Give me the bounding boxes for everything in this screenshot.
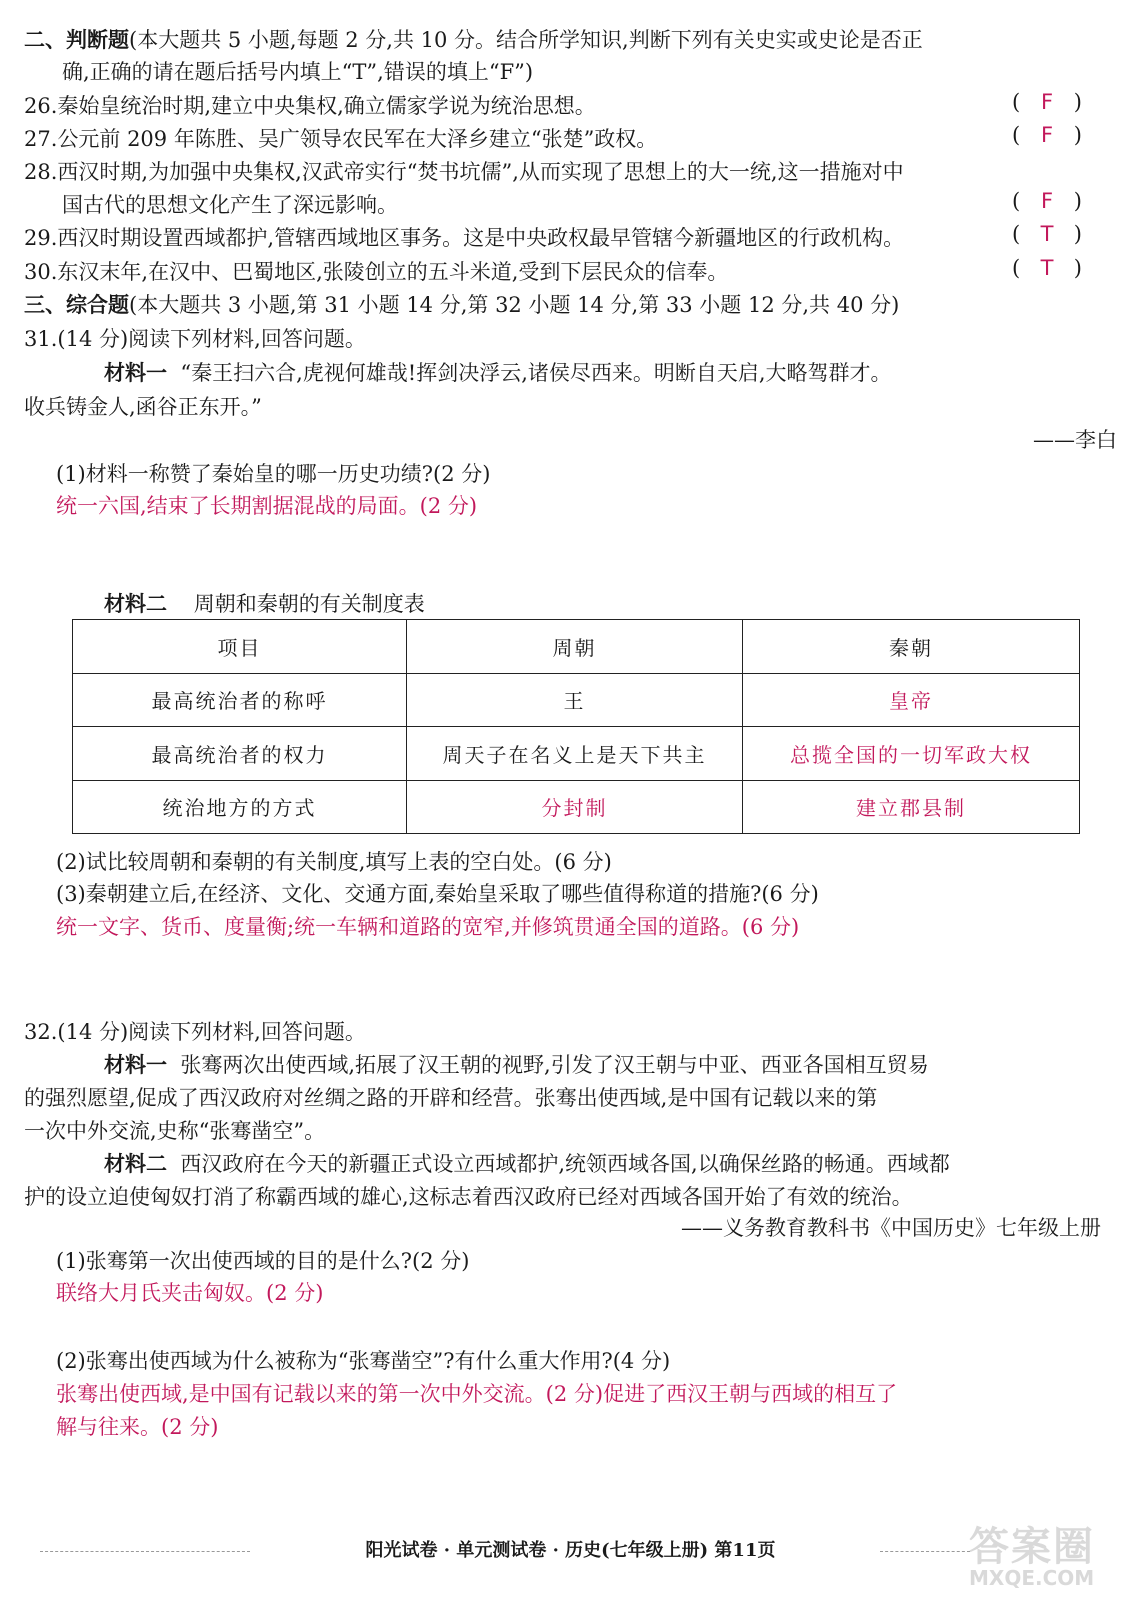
judgment-26-answer-box: ( F )	[1012, 90, 1082, 114]
table-cell: 最高统治者的称呼	[73, 673, 407, 727]
section-2-heading: 二、判断题	[24, 27, 129, 52]
judgment-27: 27.公元前 209 年陈胜、吴广领导农民军在大泽乡建立“张楚”政权。	[24, 127, 658, 151]
system-comparison-table	[72, 619, 1080, 834]
judgment-26-answer: F	[1040, 90, 1054, 114]
judgment-30-answer-box: ( T )	[1012, 256, 1082, 280]
judgment-26: 26.秦始皇统治时期,建立中央集权,确立儒家学说为统治思想。	[24, 94, 596, 118]
q31-material2-label: 材料二	[104, 591, 167, 616]
section-2-intro-line1	[24, 24, 923, 54]
q32-material1-line1: 材料一 张骞两次出使西域,拓展了汉王朝的视野,引发了汉王朝与中亚、西亚各国相互贸易	[104, 1052, 929, 1077]
q32-answer2-line2: 解与往来。(2 分)	[56, 1415, 219, 1439]
q32-source: ——义务教育教科书《中国历史》七年级上册	[681, 1216, 1101, 1240]
q31-answer3: 统一文字、货币、度量衡;统一车辆和道路的宽窄,并修筑贯通全国的道路。(6 分)	[56, 915, 800, 939]
q32-sub1: (1)张骞第一次出使西域的目的是什么?(2 分)	[56, 1249, 470, 1273]
judgment-28-answer: F	[1040, 189, 1054, 213]
judgment-28: 28.西汉时期,为加强中央集权,汉武帝实行“焚书坑儒”,从而实现了思想上的大一统,这一措施对中	[24, 160, 904, 184]
table-answer-cell: 建立郡县制	[743, 780, 1080, 834]
judgment-28-answer-box: ( F )	[1012, 189, 1082, 213]
q31-material2-title: 周朝和秦朝的有关制度表	[193, 592, 425, 616]
q31-material1-line1: 材料一 “秦王扫六合,虎视何雄哉!挥剑决浮云,诸侯尽西来。明断自天启,大略驾群才。	[104, 360, 892, 385]
judgment-28-line2: 国古代的思想文化产生了深远影响。	[62, 193, 398, 217]
table-row	[73, 727, 1080, 781]
table-answer-cell: 总揽全国的一切军政大权	[743, 727, 1080, 781]
table-header-row	[73, 620, 1080, 674]
table-header-cell: 项目	[73, 620, 407, 674]
q31-sub1: (1)材料一称赞了秦始皇的哪一历史功绩?(2 分)	[56, 462, 491, 486]
judgment-27-answer: F	[1040, 123, 1054, 147]
q32-material1-line2: 的强烈愿望,促成了西汉政府对丝绸之路的开辟和经营。张骞出使西域,是中国有记载以来的第	[24, 1086, 878, 1110]
section-3-intro: (本大题共 3 小题,第 31 小题 14 分,第 32 小题 14 分,第 33 小题 12 分,共 40 分)	[129, 293, 900, 317]
judgment-30: 30.东汉末年,在汉中、巴蜀地区,张陵创立的五斗米道,受到下层民众的信奉。	[24, 260, 729, 284]
table-cell: 统治地方的方式	[73, 780, 407, 834]
table-cell: 最高统治者的权力	[73, 727, 407, 781]
q32-sub2: (2)张骞出使西域为什么被称为“张骞凿空”?有什么重大作用?(4 分)	[56, 1349, 671, 1373]
table-answer-cell: 分封制	[407, 780, 743, 834]
q31-answer1: 统一六国,结束了长期割据混战的局面。(2 分)	[56, 494, 478, 518]
judgment-29-answer-box: ( T )	[1012, 222, 1082, 246]
q31-material1-line2: 收兵铸金人,函谷正东开。”	[24, 395, 262, 419]
q32-stem: 32.(14 分)阅读下列材料,回答问题。	[24, 1020, 366, 1044]
table-cell: 周天子在名义上是天下共主	[407, 727, 743, 781]
q31-stem: 31.(14 分)阅读下列材料,回答问题。	[24, 327, 366, 351]
judgment-27-answer-box: ( F )	[1012, 123, 1082, 147]
q31-material1-label: 材料一	[104, 360, 167, 385]
page-footer: 阳光试卷 · 单元测试卷 · 历史(七年级上册) 第11页	[365, 1540, 776, 1561]
q31-sub2: (2)试比较周朝和秦朝的有关制度,填写上表的空白处。(6 分)	[56, 850, 612, 874]
watermark-logo: 答案圈 MXQE.COM	[969, 1524, 1095, 1590]
table-answer-cell: 皇帝	[743, 673, 1080, 727]
section-3-title	[24, 289, 899, 319]
q32-answer2-line1: 张骞出使西域,是中国有记载以来的第一次中外交流。(2 分)促进了西汉王朝与西域的相互了	[56, 1382, 898, 1406]
table-header-cell: 周朝	[407, 620, 743, 674]
section-3-heading: 三、综合题	[24, 292, 129, 317]
q32-material2-label: 材料二	[104, 1151, 167, 1176]
section-2-intro: (本大题共 5 小题,每题 2 分,共 10 分。结合所学知识,判断下列有关史实或史论是否正	[129, 28, 923, 52]
judgment-29-answer: T	[1040, 222, 1054, 246]
table-row	[73, 780, 1080, 834]
q31-sub3: (3)秦朝建立后,在经济、文化、交通方面,秦始皇采取了哪些值得称道的措施?(6 分)	[56, 882, 819, 906]
q32-answer1: 联络大月氏夹击匈奴。(2 分)	[56, 1281, 324, 1305]
table-header-cell: 秦朝	[743, 620, 1080, 674]
q31-material2-heading	[104, 588, 425, 618]
q32-material2-line2: 护的设立迫使匈奴打消了称霸西域的雄心,这标志着西汉政府已经对西域各国开始了有效的统治。	[24, 1185, 913, 1209]
judgment-29: 29.西汉时期设置西域都护,管辖西域地区事务。这是中央政权最早管辖今新疆地区的行政机构。	[24, 226, 905, 250]
judgment-30-answer: T	[1040, 256, 1054, 280]
table-row	[73, 673, 1080, 727]
q31-material1-source: ——李白	[1033, 428, 1117, 452]
table-cell: 王	[407, 673, 743, 727]
q32-material2-line1: 材料二 西汉政府在今天的新疆正式设立西域都护,统领西域各国,以确保丝路的畅通。西域都	[104, 1151, 950, 1176]
q32-material1-line3: 一次中外交流,史称“张骞凿空”。	[24, 1119, 326, 1143]
section-2-intro-line2: 确,正确的请在题后括号内填上“T”,错误的填上“F”)	[62, 60, 534, 84]
q32-material1-label: 材料一	[104, 1052, 167, 1077]
